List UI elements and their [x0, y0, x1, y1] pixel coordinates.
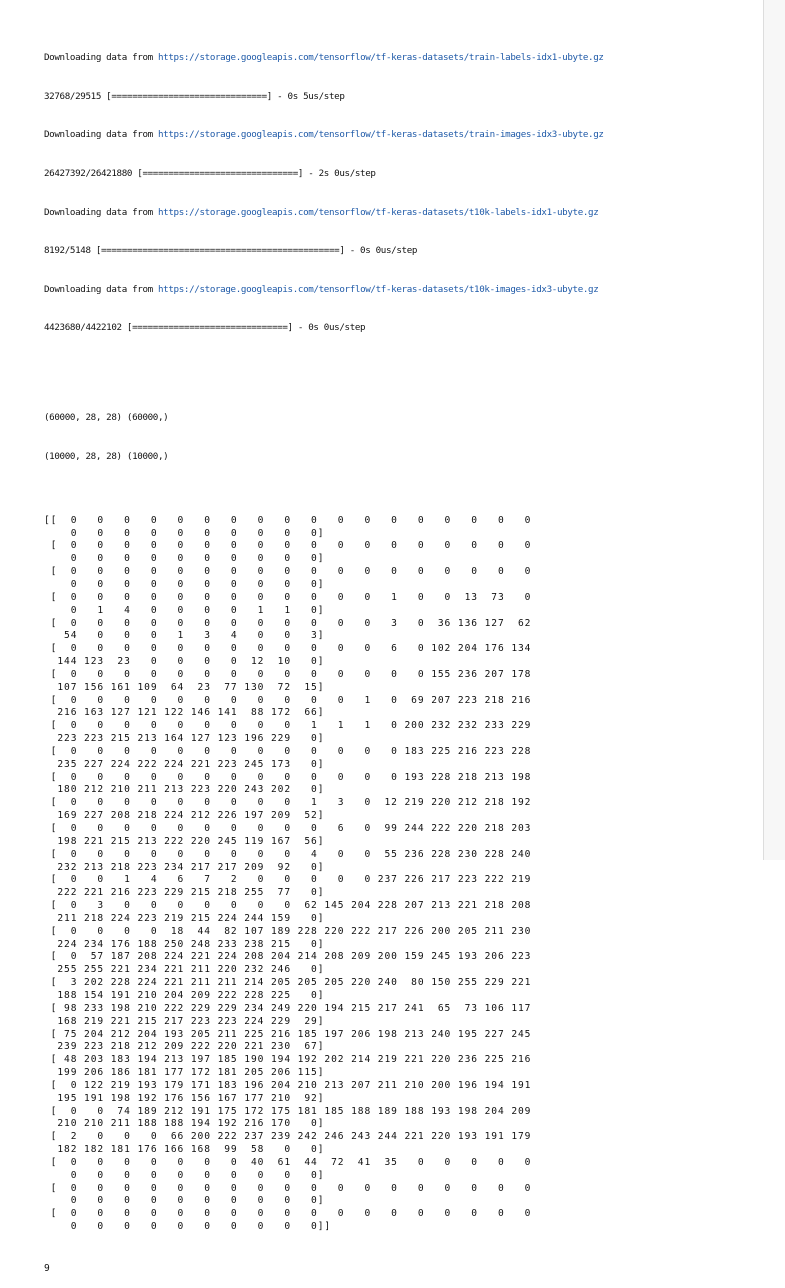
- matrix-row-line: [ 0 0 0 0 0 0 0 0 0 0 0 0 0 193 228 218 213 198: [44, 771, 532, 783]
- label-output: 9: [44, 1262, 50, 1274]
- matrix-row-line: [ 0 0 1 4 6 7 2 0 0 0 0 0 237 226 217 223 222 219: [44, 874, 532, 886]
- matrix-row-line: 211 218 224 223 219 215 224 244 159 0]: [44, 912, 325, 924]
- matrix-row-line: [ 0 0 0 0 0 0 0 0 0 1 3 0 12 219 220 212 218 192: [44, 797, 532, 809]
- matrix-row-line: [ 0 122 219 193 179 171 183 196 204 210 213 207 211 210 200 196 194 191: [44, 1079, 532, 1091]
- matrix-row-line: 198 221 215 213 222 220 245 119 167 56]: [44, 835, 325, 847]
- matrix-row-line: 182 182 181 176 166 168 99 58 0 0]: [44, 1144, 325, 1156]
- test-shape-line: (10000, 28, 28) (10000,): [44, 450, 169, 462]
- matrix-row-line: [ 0 0 0 0 0 0 0 0 0 0 0 0 0 183 225 216 223 228: [44, 745, 532, 757]
- matrix-row-line: [ 0 0 0 0 18 44 82 107 189 228 220 222 217 226 200 205 211 230: [44, 925, 532, 937]
- matrix-row-line: 216 163 127 121 122 146 141 88 172 66]: [44, 707, 325, 719]
- matrix-row-line: 144 123 23 0 0 0 0 12 10 0]: [44, 656, 325, 668]
- matrix-row-line: 255 255 221 234 221 211 220 232 246 0]: [44, 964, 325, 976]
- matrix-row-line: 0 0 0 0 0 0 0 0 0 0]: [44, 1169, 325, 1181]
- matrix-row-line: 232 213 218 223 234 217 217 209 92 0]: [44, 861, 325, 873]
- matrix-row-line: 188 154 191 210 204 209 222 228 225 0]: [44, 989, 325, 1001]
- notebook-cell-output: [44, 1, 759, 1288]
- download-line: [44, 52, 759, 65]
- train-shape-line: (60000, 28, 28) (60000,): [44, 412, 169, 423]
- matrix-row-line: 235 227 224 222 224 221 223 245 173 0]: [44, 758, 325, 770]
- matrix-row-line: [ 0 0 74 189 212 191 175 172 175 181 185 188 189 188 193 198 204 209: [44, 1105, 532, 1117]
- matrix-row-line: 168 219 221 215 217 223 223 224 229 29]: [44, 1015, 325, 1027]
- download-prefix: Downloading data from: [44, 283, 158, 295]
- matrix-row-line: 107 156 161 109 64 23 77 130 72 15]: [44, 681, 325, 693]
- matrix-row-line: [ 0 0 0 0 0 0 0 0 0 1 1 1 0 200 232 232 233 229: [44, 720, 532, 732]
- download-line: [44, 207, 759, 220]
- matrix-row-line: 0 0 0 0 0 0 0 0 0 0]]: [44, 1221, 332, 1233]
- download-prefix: Downloading data from: [44, 129, 158, 141]
- shape-output: [44, 386, 759, 489]
- matrix-row-line: [ 2 0 0 0 66 200 222 237 239 242 246 243 244 221 220 193 191 179: [44, 1131, 532, 1143]
- matrix-row-line: [ 0 0 0 0 0 0 0 0 0 0 0 0 0 0 0 0 0 0: [44, 566, 532, 578]
- matrix-row-line: 199 206 186 181 177 172 181 205 206 115]: [44, 1067, 325, 1079]
- download-url: https://storage.googleapis.com/tensorflow/tf-keras-datasets/train-images-idx3-ubyte.gz: [158, 129, 604, 141]
- matrix-row-line: 54 0 0 0 1 3 4 0 0 3]: [44, 630, 325, 642]
- matrix-row-line: [ 0 0 0 0 0 0 0 0 0 0 0 0 3 0 36 136 127 62: [44, 617, 532, 629]
- matrix-row-line: [ 0 0 0 0 0 0 0 0 0 4 0 0 55 236 228 230 228 240: [44, 848, 532, 860]
- matrix-row-line: 223 223 215 213 164 127 123 196 229 0]: [44, 733, 325, 745]
- matrix-row-line: 0 0 0 0 0 0 0 0 0 0]: [44, 553, 325, 565]
- download-log: [44, 27, 759, 361]
- matrix-row-line: 0 0 0 0 0 0 0 0 0 0]: [44, 578, 325, 590]
- matrix-row-line: 224 234 176 188 250 248 233 238 215 0]: [44, 938, 325, 950]
- matrix-row-line: 169 227 208 218 224 212 226 197 209 52]: [44, 810, 325, 822]
- download-url: https://storage.googleapis.com/tensorflow/tf-keras-datasets/train-labels-idx1-ubyte.gz: [158, 52, 604, 64]
- download-progress: 32768/29515 [==============================] - 0s 5us/step: [44, 90, 345, 102]
- matrix-row-line: 0 1 4 0 0 0 0 1 1 0]: [44, 604, 325, 616]
- matrix-row-line: 0 0 0 0 0 0 0 0 0 0]: [44, 1195, 325, 1207]
- matrix-row-line: 0 0 0 0 0 0 0 0 0 0]: [44, 527, 325, 539]
- matrix-row-line: [ 0 0 0 0 0 0 0 0 0 0 0 1 0 69 207 223 218 216: [44, 694, 532, 706]
- download-progress: 8192/5148 [==============================================] - 0s 0us/step: [44, 245, 418, 257]
- matrix-row-line: [ 98 233 198 210 222 229 229 234 249 220 194 215 217 241 65 73 106 117: [44, 1002, 532, 1014]
- download-line: [44, 284, 759, 297]
- matrix-row-line: [ 3 202 228 224 221 211 211 214 205 205 205 220 240 80 150 255 229 221: [44, 977, 532, 989]
- matrix-row-line: [ 0 0 0 0 0 0 0 0 0 0 0 0 1 0 0 13 73 0: [44, 591, 532, 603]
- matrix-row-line: [[ 0 0 0 0 0 0 0 0 0 0 0 0 0 0 0 0 0 0: [44, 514, 532, 526]
- matrix-row-line: [ 0 0 0 0 0 0 0 0 0 0 0 0 6 0 102 204 176 134: [44, 643, 532, 655]
- matrix-row-line: 180 212 210 211 213 223 220 243 202 0]: [44, 784, 325, 796]
- matrix-row-line: [ 48 203 183 194 213 197 185 190 194 192 202 214 219 221 220 236 225 216: [44, 1054, 532, 1066]
- matrix-row-line: [ 0 0 0 0 0 0 0 0 0 0 0 0 0 0 155 236 207 178: [44, 668, 532, 680]
- matrix-row-line: [ 0 3 0 0 0 0 0 0 0 62 145 204 228 207 213 221 218 208: [44, 900, 532, 912]
- download-progress: 26427392/26421880 [==============================] - 2s 0us/step: [44, 167, 376, 179]
- matrix-row-line: [ 0 0 0 0 0 0 0 0 0 0 0 0 0 0 0 0 0 0: [44, 540, 532, 552]
- download-url: https://storage.googleapis.com/tensorflow/tf-keras-datasets/t10k-images-idx3-ubyte.gz: [158, 283, 599, 295]
- matrix-row-line: [ 0 0 0 0 0 0 0 0 0 0 6 0 99 244 222 220 218 203: [44, 823, 532, 834]
- image-matrix-output: [44, 515, 759, 1234]
- matrix-row-line: [ 0 0 0 0 0 0 0 0 0 0 0 0 0 0 0 0 0 0: [44, 1208, 532, 1220]
- matrix-row-line: [ 0 0 0 0 0 0 0 0 0 0 0 0 0 0 0 0 0 0: [44, 1182, 532, 1194]
- download-url: https://storage.googleapis.com/tensorflow/tf-keras-datasets/t10k-labels-idx1-ubyte.gz: [158, 206, 599, 218]
- vertical-scrollbar[interactable]: [763, 0, 785, 860]
- download-line: [44, 129, 759, 142]
- download-progress: 4423680/4422102 [==============================] - 0s 0us/step: [44, 322, 366, 334]
- matrix-row-line: 239 223 218 212 209 222 220 221 230 67]: [44, 1041, 325, 1053]
- matrix-row-line: 210 210 211 188 188 194 192 216 170 0]: [44, 1118, 325, 1130]
- matrix-row-line: 222 221 216 223 229 215 218 255 77 0]: [44, 887, 325, 899]
- matrix-row-line: [ 0 0 0 0 0 0 0 40 61 44 72 41 35 0 0 0 0 0: [44, 1156, 532, 1168]
- download-prefix: Downloading data from: [44, 206, 158, 218]
- matrix-row-line: 195 191 198 192 176 156 167 177 210 92]: [44, 1092, 325, 1104]
- matrix-row-line: [ 0 57 187 208 224 221 224 208 204 214 208 209 200 159 245 193 206 223: [44, 951, 532, 963]
- download-prefix: Downloading data from: [44, 52, 158, 64]
- matrix-row-line: [ 75 204 212 204 193 205 211 225 216 185 197 206 198 213 240 195 227 245: [44, 1028, 532, 1040]
